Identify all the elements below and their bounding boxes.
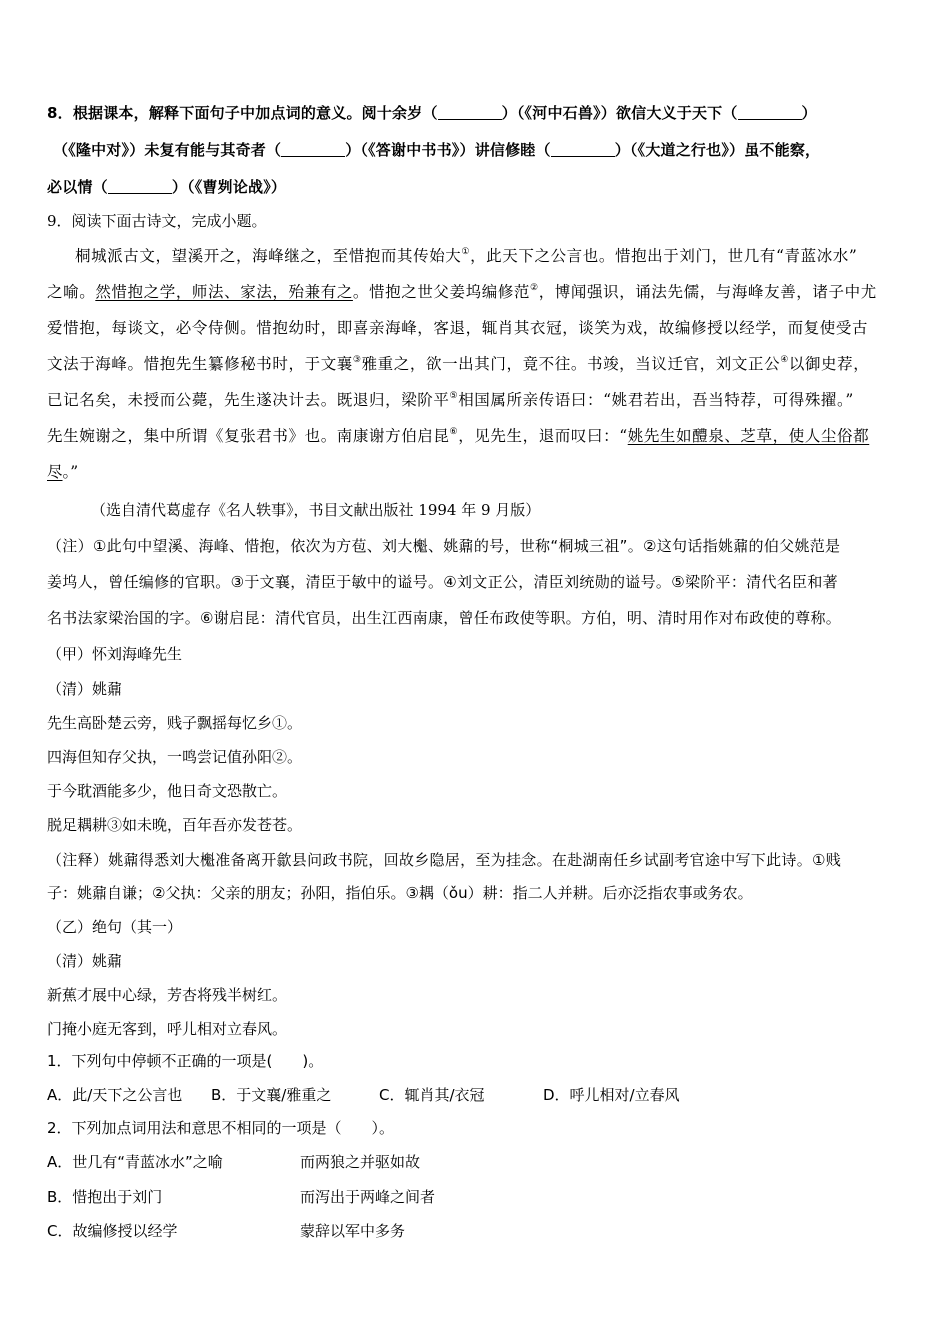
passage-text: ，此天下之公言也。惜抱出于刘门，世几有“青蓝冰水”	[470, 247, 858, 265]
q8-text: 8．根据课本，解释下面句子中加点词的意义。阅十余岁（	[47, 104, 438, 122]
underlined-sentence: 姚先生如醴泉、芝草，使人尘俗都	[627, 427, 870, 445]
notes-line-3: 名书法家梁治国的字。⑥谢启昆：清代官员，出生江西南康，曾任布政使等职。方伯，明、清时用作对布政使的尊称。	[47, 609, 842, 627]
q8-line-3	[47, 177, 286, 197]
footnote-marker: ①	[461, 247, 471, 257]
passage-text: 桐城派古文，望溪开之，海峰继之，至惜抱而其传始大	[75, 247, 462, 265]
passage-text: 先生婉谢之，集中所谓《复张君书》也。南康谢方伯启昆	[47, 427, 450, 445]
q8-text: ）	[801, 104, 817, 122]
q8-text: ）（《答谢中书书》）讲信修睦（	[345, 141, 551, 159]
poem-a-notes-line-1: （注释）姚鼐得悉刘大櫆准备离开歙县问政书院，回故乡隐居，至为挂念。在赴湖南任乡试副考官途中写下此诗。①贱	[47, 851, 842, 869]
passage-source: （选自清代葛虚存《名人轶事》，书目文献出版社 1994 年 9 月版）	[91, 501, 541, 519]
poem-a-line-3: 于今耽酒能多少，他日奇文恐散亡。	[47, 782, 288, 800]
passage-text: 相国属所亲传语曰：“姚君若出，吾当特荐，可得殊擢。”	[458, 391, 854, 409]
passage-line-1	[75, 246, 857, 266]
passage-text: 之喻。	[47, 283, 96, 301]
sub1-option-d[interactable]: D．呼儿相对/立春风	[543, 1086, 680, 1104]
footnote-marker: ⑥	[449, 427, 459, 437]
sub1-option-b[interactable]: B．于文襄/雅重之	[211, 1086, 332, 1104]
poem-b-line-1: 新蕉才展中心绿，芳杏将残半树红。	[47, 986, 288, 1004]
passage-text: 以御史荐，	[788, 355, 870, 373]
footnote-marker: ③	[352, 355, 362, 365]
answer-blank-1[interactable]	[438, 105, 502, 120]
passage-text: 。”	[62, 463, 79, 481]
q8-line-1	[47, 103, 817, 123]
passage-text: 文法于海峰。惜抱先生纂修秘书时，于文襄	[47, 355, 353, 373]
q8-text: ）（《河中石兽》）欲信大义于天下（	[501, 104, 738, 122]
passage-text: 雅重之，欲一出其门，竟不往。书竣，当议迁官，刘文正公	[361, 355, 781, 373]
passage-line-2	[47, 282, 877, 302]
answer-blank-4[interactable]	[551, 142, 615, 157]
poem-b-line-2: 门掩小庭无客到，呼儿相对立春风。	[47, 1020, 288, 1038]
footnote-marker: ④	[780, 355, 789, 365]
option-pair: 而两狼之并驱如故	[300, 1153, 421, 1171]
footnote-marker: ②	[530, 283, 539, 293]
option-label: B．惜抱出于刘门	[47, 1188, 163, 1206]
sub1-option-a[interactable]: A．此/天下之公言也	[47, 1086, 183, 1104]
underlined-sentence: 尽	[47, 463, 63, 481]
poem-b-author: （清）姚鼐	[47, 952, 123, 970]
poem-b-title: （乙）绝句（其一）	[47, 918, 183, 936]
underlined-sentence: 然惜抱之学，师法、家法，殆兼有之	[95, 283, 353, 301]
passage-text: 。惜抱之世父姜坞编修范	[352, 283, 531, 301]
passage-text: 已记名矣，未授而公薨，先生遂决计去。既退归，梁阶平	[47, 391, 450, 409]
poem-a-line-2: 四海但知存父执，一鸣尝记值孙阳②。	[47, 748, 303, 766]
q9-title: 9．阅读下面古诗文，完成小题。	[47, 212, 267, 230]
sub2-stem: 2．下列加点词用法和意思不相同的一项是（ ）。	[47, 1119, 395, 1137]
passage-line-7	[47, 462, 78, 482]
passage-line-5	[47, 390, 854, 410]
footnote-marker: ⑤	[449, 391, 459, 401]
option-label: C．故编修授以经学	[47, 1222, 178, 1240]
passage-line-3: 爱惜抱，每谈文，必令侍侧。惜抱幼时，即喜亲海峰，客退，辄肖其衣冠，谈笑为戏，故编修授以经学，而复使受古	[47, 319, 869, 337]
poem-a-line-1: 先生高卧楚云旁，贱子飘摇每忆乡①。	[47, 714, 303, 732]
sub2-option-b[interactable]	[47, 1187, 436, 1207]
poem-a-line-4: 脱足耦耕③如未晚，百年吾亦发苍苍。	[47, 816, 303, 834]
answer-blank-2[interactable]	[738, 105, 802, 120]
q8-text: （《隆中对》）未复有能与其奇者（	[53, 141, 282, 159]
notes-line-1: （注）①此句中望溪、海峰、惜抱，依次为方苞、刘大櫆、姚鼐的号，世称“桐城三祖”。②这句话指姚鼐的伯父姚范是	[47, 537, 841, 555]
sub2-option-c[interactable]	[47, 1221, 406, 1241]
sub1-stem: 1．下列句中停顿不正确的一项是( )。	[47, 1052, 324, 1070]
option-label: A．世几有“青蓝冰水”之喻	[47, 1153, 223, 1171]
q8-line-2	[53, 140, 820, 160]
poem-a-title: （甲）怀刘海峰先生	[47, 645, 183, 663]
sub2-option-a[interactable]	[47, 1152, 421, 1172]
q8-text: ）（《大道之行也》）虽不能察，	[614, 141, 821, 159]
q8-text: 必以情（	[47, 178, 108, 196]
poem-a-notes-line-2: 子：姚鼐自谦；②父执：父亲的朋友；孙阳，指伯乐。③耦（ǒu）耕：指二人并耕。后亦泛指农事或务农。	[47, 884, 753, 902]
q8-text: ）（《曹刿论战》）	[171, 178, 287, 196]
passage-line-6	[47, 426, 869, 446]
option-pair: 蒙辞以军中多务	[300, 1222, 406, 1240]
sub1-option-c[interactable]: C．辄肖其/衣冠	[379, 1086, 485, 1104]
passage-text: ，见先生，退而叹曰：“	[458, 427, 628, 445]
option-pair: 而泻出于两峰之间者	[300, 1188, 436, 1206]
passage-line-4	[47, 354, 869, 374]
answer-blank-5[interactable]	[108, 179, 172, 194]
poem-a-author: （清）姚鼐	[47, 680, 123, 698]
notes-line-2: 姜坞人，曾任编修的官职。③于文襄，清臣于敏中的谥号。④刘文正公，清臣刘统勋的谥号。⑤梁阶平：清代名臣和著	[47, 573, 838, 591]
passage-text: ，博闻强识，诵法先儒，与海峰友善，诸子中尤	[538, 283, 877, 301]
answer-blank-3[interactable]	[281, 142, 345, 157]
